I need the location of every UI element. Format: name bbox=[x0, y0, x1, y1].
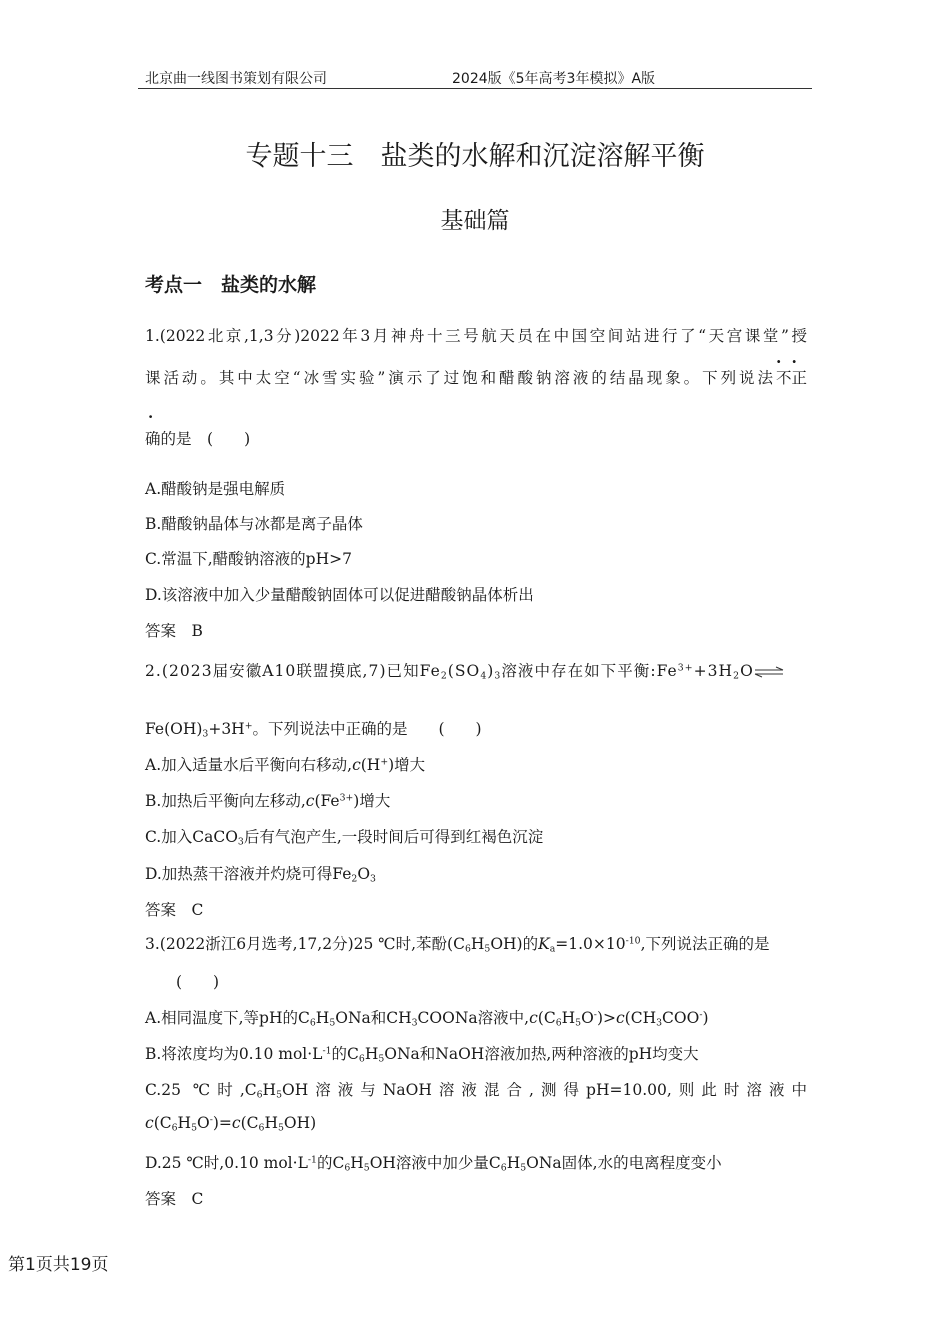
q2-option-d: D.加热蒸干溶液并灼烧可得$Fe_2O_3$ bbox=[145, 865, 376, 885]
header-rule bbox=[138, 88, 812, 89]
q1-stem-line1: 1.(2022北京,1,3分)2022年3月神舟十三号航天员在中国空间站进行了“天宫课堂”授 bbox=[145, 327, 807, 345]
q3-option-a: A.相同温度下,等pH的$C_6H_5ONa$和$CH_3COONa$溶液中$,c(C_6H_5O^-)>c(CH_3COO^-)$ bbox=[145, 1009, 709, 1029]
q3-option-c-line2: $c(C_6H_5O^-)=c(C_6H_5OH)$ bbox=[145, 1114, 317, 1134]
header-publisher: 北京曲一线图书策划有限公司 bbox=[145, 71, 327, 87]
page-subtitle: 基础篇 bbox=[440, 208, 510, 234]
q1-option-b: B.醋酸钠晶体与冰都是离子晶体 bbox=[145, 515, 363, 533]
section-heading: 考点一 盐类的水解 bbox=[145, 274, 317, 296]
q3-option-b: B.将浓度均为0.10 $mol\cdot L^{-1}$的$C_6H_5ONa$和NaOH溶液加热,两种溶液的pH均变大 bbox=[145, 1045, 699, 1065]
q1-option-d: D.该溶液中加入少量醋酸钠固体可以促进醋酸钠晶体析出 bbox=[145, 586, 534, 604]
q1-stem-line3: 确的是 ( ) bbox=[145, 430, 251, 448]
q2-answer: 答案 C bbox=[145, 901, 204, 919]
q2-stem-line1: 2.(2023届安徽A10联盟摸底,7)已知$Fe_2(SO_4)_3$溶液中存在如下平衡$:Fe^{3+}+3H_2O$ bbox=[145, 659, 784, 681]
q3-option-d: D.25 ℃时,0.10 $mol\cdot L^{-1}$的$C_6H_5OH$溶液中加少量$C_6H_5ONa$固体,水的电离程度变小 bbox=[145, 1154, 722, 1174]
q2-stem-line2: $Fe(OH)_3+3H^+$。下列说法中正确的是 ( ) bbox=[145, 720, 482, 740]
q1-answer: 答案 B bbox=[145, 622, 203, 640]
q3-answer-bracket: ( ) bbox=[176, 973, 220, 991]
q1-option-a: A.醋酸钠是强电解质 bbox=[145, 480, 286, 498]
equilibrium-arrow-icon bbox=[754, 666, 784, 678]
q1-stem-line2: 课活动。其中太空“冰雪实验”演示了过饱和醋酸钠溶液的结晶现象。下列说法不正 bbox=[145, 366, 807, 388]
q2-option-a: A.加入适量水后平衡向右移动,c(H+)增大 bbox=[145, 756, 426, 774]
q2-option-b: B.加热后平衡向左移动$,c(Fe^{3+})$增大 bbox=[145, 792, 391, 810]
page-footer: 第1页共19页 bbox=[8, 1255, 109, 1275]
emphasis-dot: 正 bbox=[791, 369, 807, 387]
q3-stem-line1: 3.(2022浙江6月选考,17,2分)25 ℃时,苯酚$(C_6H_5OH)$的$K_a=1.0\times 10^{-10}$,下列说法正确的是 bbox=[145, 935, 770, 955]
q3-option-c-line1: C.25 ℃时$,C_6H_5OH$溶液与NaOH溶液混合,测得pH=10.00,则此时溶液中 bbox=[145, 1081, 807, 1101]
header-edition: 2024版《5年高考3年模拟》A版 bbox=[452, 71, 656, 87]
emphasis-dot-mark: · bbox=[148, 408, 154, 426]
q2-option-c: C.加入CaCO$_3$后有气泡产生,一段时间后可得到红褐色沉淀 bbox=[145, 828, 544, 848]
emphasis-dot: 不 bbox=[775, 369, 792, 387]
page-title: 专题十三 盐类的水解和沉淀溶解平衡 bbox=[245, 141, 705, 172]
q1-option-c: C.常温下,醋酸钠溶液的pH>7 bbox=[145, 550, 352, 568]
q3-answer: 答案 C bbox=[145, 1190, 204, 1208]
